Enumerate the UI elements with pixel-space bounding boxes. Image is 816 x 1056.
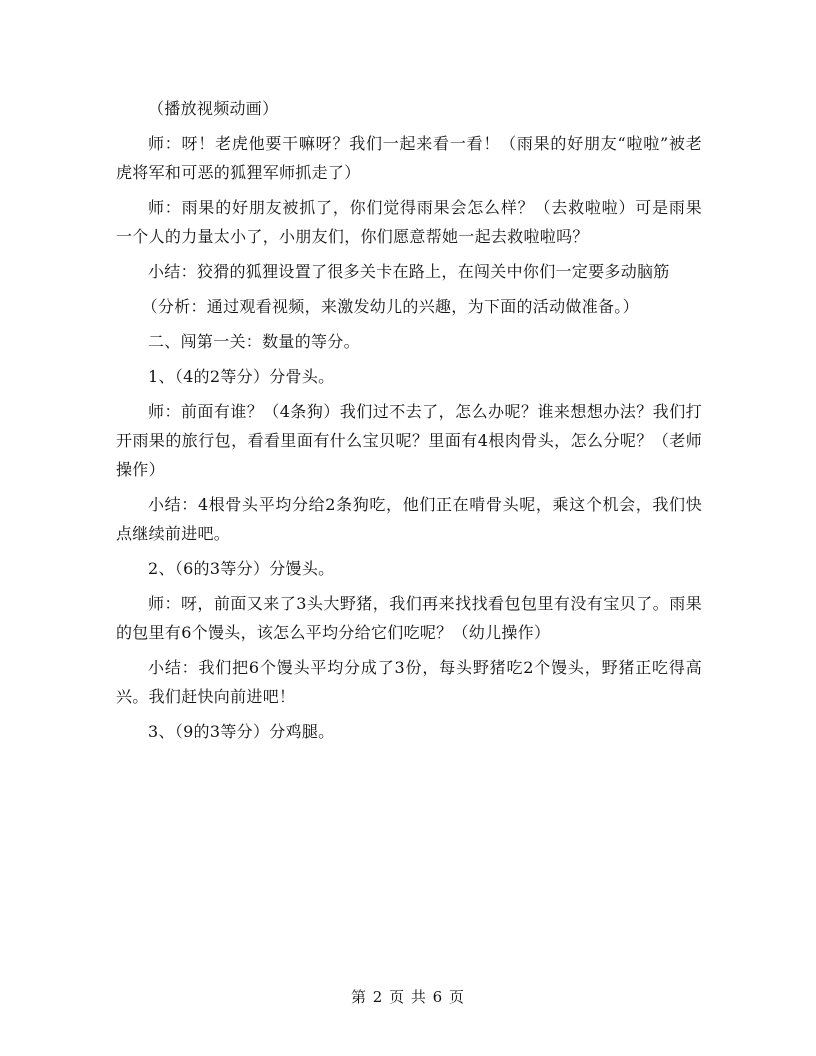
- paragraph-summary-bones: 小结：4根骨头平均分给2条狗吃，他们正在啃骨头呢，乘这个机会，我们快点继续前进吧。: [116, 495, 702, 543]
- paragraph-video: （播放视频动画）: [148, 99, 279, 118]
- paragraph-summary-buns: 小结：我们把6个馒头平均分成了3份，每头野猪吃2个馒头，野猪正吃得高兴。我们赶快向前进吧！: [116, 658, 702, 706]
- document-body: [116, 94, 702, 752]
- section-heading-level-one: 二、闯第一关：数量的等分。: [148, 332, 360, 351]
- item-heading-drumsticks: 3、（9的3等分）分鸡腿。: [148, 722, 335, 741]
- paragraph-teacher-tiger: 师：呀！老虎他要干嘛呀？我们一起来看一看！（雨果的好朋友“啦啦”被老虎将军和可恶的狐狸军师抓走了）: [116, 134, 702, 182]
- paragraph-teacher-boars: 师：呀，前面又来了3头大野猪，我们再来找找看包包里有没有宝贝了。雨果的包里有6个馒头，该怎么平均分给它们吃呢？（幼儿操作）: [116, 594, 702, 642]
- paragraph-summary-fox: 小结：狡猾的狐狸设置了很多关卡在路上，在闯关中你们一定要多动脑筋: [148, 262, 670, 281]
- paragraph-analysis: （分析：通过观看视频，来激发幼儿的兴趣，为下面的活动做准备。）: [141, 297, 639, 316]
- item-heading-buns: 2、（6的3等分）分馒头。: [148, 559, 335, 578]
- paragraph-teacher-dogs: 师：前面有谁？（4条狗）我们过不去了，怎么办呢？谁来想想办法？我们打开雨果的旅行包，看看里面有什么宝贝呢？里面有4根肉骨头，怎么分呢？（老师操作）: [116, 402, 702, 479]
- paragraph-teacher-friend: 师：雨果的好朋友被抓了，你们觉得雨果会怎么样？（去救啦啦）可是雨果一个人的力量太小了，小朋友们，你们愿意帮她一起去救啦啦吗？: [116, 198, 702, 246]
- page-number-footer: 第 2 页 共 6 页: [351, 988, 465, 1006]
- item-heading-bones: 1、（4的2等分）分骨头。: [148, 367, 335, 386]
